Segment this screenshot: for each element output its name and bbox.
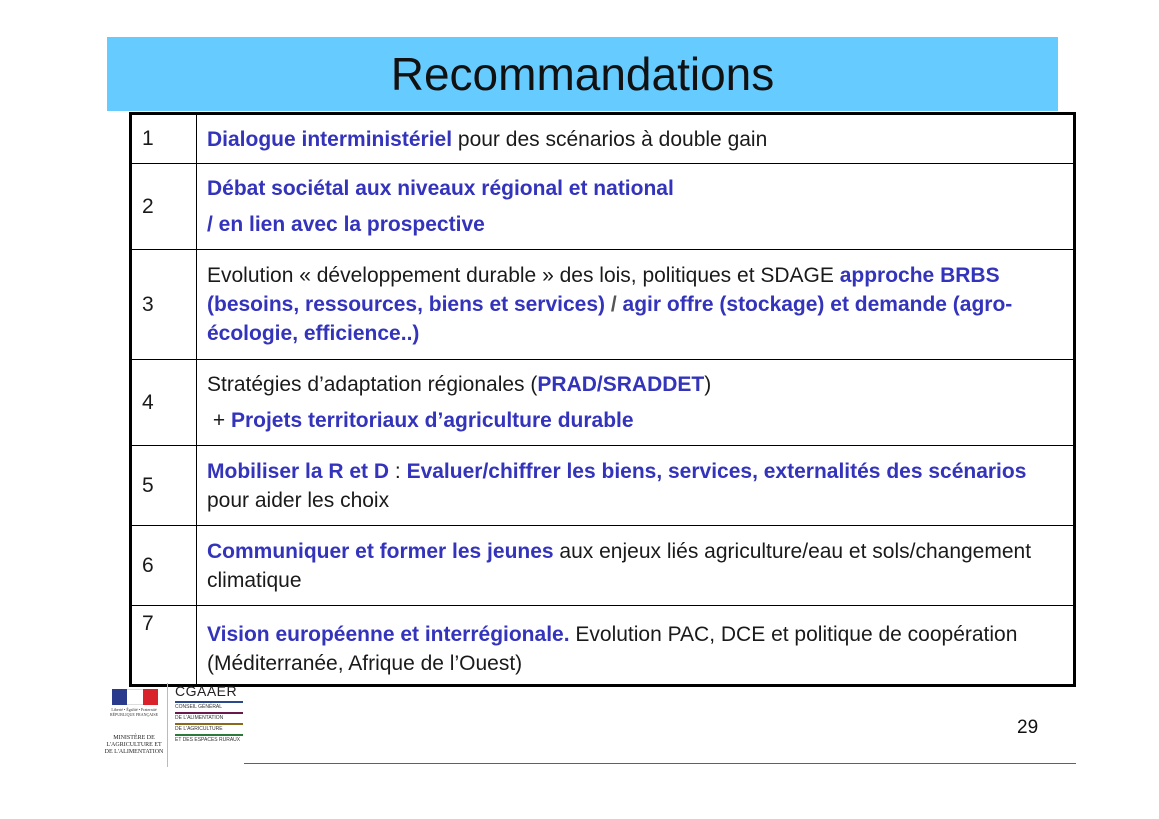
rf-motto-text: Liberté • Égalité • Fraternité <box>111 707 157 712</box>
plain-text: pour aider les choix <box>207 488 390 512</box>
row-text <box>197 446 1075 526</box>
plain-text: Stratégies d’adaptation régionales ( <box>207 372 538 396</box>
row-number: 2 <box>131 164 197 250</box>
row-text <box>197 360 1075 446</box>
table-row <box>131 164 1075 250</box>
divider <box>175 734 243 736</box>
plain-text: pour des scénarios à double gain <box>452 127 768 151</box>
divider <box>175 712 243 714</box>
republique-francaise-logo <box>101 683 168 767</box>
row-number: 3 <box>131 250 197 360</box>
highlight-text: Vision européenne et interrégionale. <box>207 623 570 646</box>
table-row <box>131 250 1075 360</box>
plain-text: + <box>207 408 231 432</box>
row-number: 7 <box>131 606 197 686</box>
row-number: 6 <box>131 526 197 606</box>
highlight-text: agir offre (stockage) et demande (agro-écologie, efficience..) <box>207 293 1013 345</box>
table-row <box>131 526 1075 606</box>
highlight-text: Evaluer/chiffrer les biens, services, externalités des scénarios <box>406 459 1027 483</box>
plain-text: aux enjeux liés agriculture/eau et sols/changement climatique <box>207 539 1032 592</box>
rf-motto <box>103 707 165 717</box>
table-row <box>131 114 1075 164</box>
french-flag-icon <box>112 689 158 705</box>
row-text <box>197 526 1075 606</box>
cgaaer-line: DE L'AGRICULTURE <box>175 726 223 732</box>
footer-divider <box>244 763 1076 764</box>
highlight-text: PRAD/SRADDET <box>537 372 705 396</box>
highlight-text: Débat sociétal aux niveaux régional et national <box>207 176 674 200</box>
cgaaer-title: CGAAER <box>175 683 238 699</box>
recommendations-table <box>129 112 1076 687</box>
row-number: 5 <box>131 446 197 526</box>
highlight-text: / en lien avec la prospective <box>207 212 485 236</box>
cgaaer-line: DE L'ALIMENTATION <box>175 715 224 721</box>
row-text <box>197 606 1075 686</box>
cgaaer-line: ET DES ESPACES RURAUX <box>175 737 241 743</box>
row-number: 4 <box>131 360 197 446</box>
slide-title: Recommandations <box>390 48 775 100</box>
highlight-text: Communiquer et former les jeunes <box>207 539 554 563</box>
cgaaer-logo <box>175 683 243 767</box>
plain-text: : <box>389 459 407 483</box>
row-number: 1 <box>131 114 197 164</box>
cgaaer-line: CONSEIL GÉNÉRAL <box>175 704 223 710</box>
footer-logos <box>101 683 243 767</box>
page-number: 29 <box>1017 717 1039 738</box>
ministry-name: MINISTÈRE DE L'AGRICULTURE ET DE L'ALIMENTATION <box>104 735 164 755</box>
title-bar <box>107 37 1058 111</box>
table-row <box>131 360 1075 446</box>
divider <box>175 701 243 703</box>
separator-text: / <box>605 293 623 316</box>
table-row <box>131 446 1075 526</box>
row-text <box>197 250 1075 360</box>
highlight-text: Mobiliser la R et D <box>207 459 390 483</box>
divider <box>175 723 243 725</box>
highlight-text: approche BRBS (besoins, ressources, biens et services) <box>207 264 1000 316</box>
rf-name-text: RÉPUBLIQUE FRANÇAISE <box>109 712 159 717</box>
plain-text: ) <box>704 372 712 396</box>
table-row <box>131 606 1075 686</box>
highlight-text: Projets territoriaux d’agriculture durable <box>230 408 634 432</box>
row-text <box>197 114 1075 164</box>
plain-text: Evolution « développement durable » des lois, politiques et SDAGE <box>207 264 840 287</box>
highlight-text: Dialogue interministériel <box>207 127 453 151</box>
row-text <box>197 164 1075 250</box>
plain-text: Evolution PAC, DCE et politique de coopération (Méditerranée, Afrique de l’Ouest) <box>207 623 1018 675</box>
